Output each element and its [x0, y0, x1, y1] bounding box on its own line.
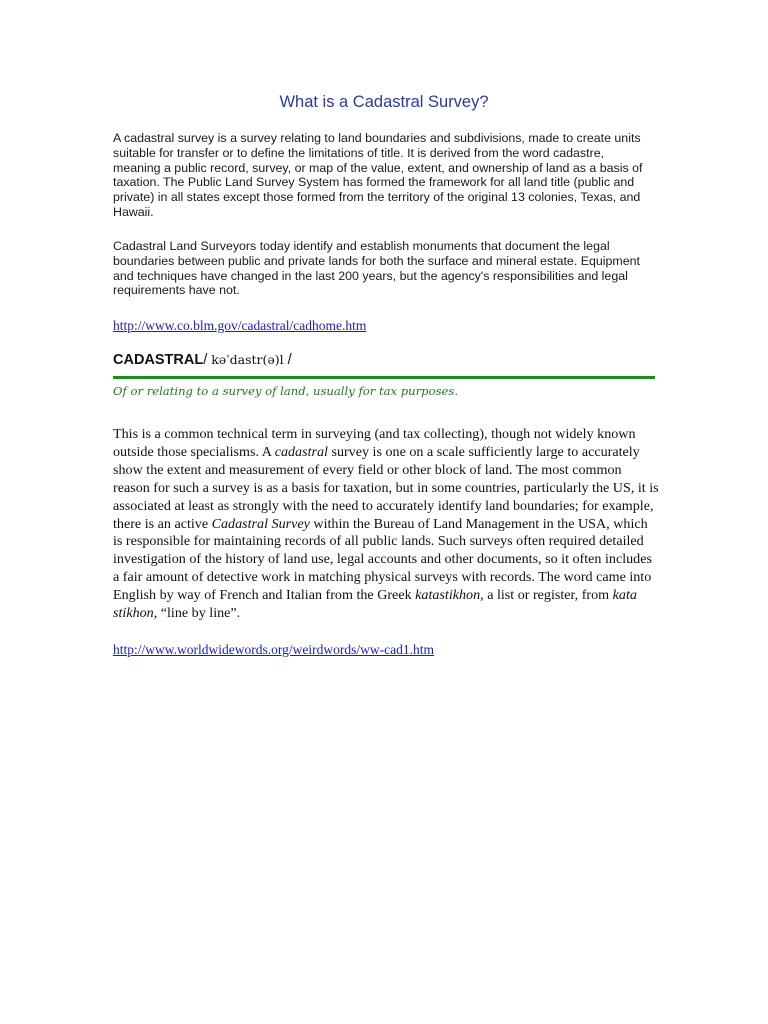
worldwidewords-link[interactable]: http://www.worldwidewords.org/weirdwords/ww-cad1.htm	[113, 642, 434, 657]
dictionary-definition: Of or relating to a survey of land, usually for tax purposes.	[113, 384, 459, 398]
body-italic-cadastral: cadastral	[274, 443, 328, 460]
body-text-3: within the Bureau of Land Management in the USA, which is responsible for maintaining records of all public lands. Such surveys often required detailed investigation of the history of land use, legal accounts and other documents, so it often includes a fair amount of detective work in matching physical surveys with records. The word came into English by way of French and Italian from the Greek	[113, 515, 652, 604]
blm-link[interactable]: http://www.co.blm.gov/cadastral/cadhome.htm	[113, 318, 367, 333]
headword-text: CADASTRAL	[113, 352, 204, 368]
body-italic-kata-stikhon: kata stikhon	[113, 587, 637, 622]
body-text-5: , “line by line”.	[153, 605, 241, 622]
body-text-2: survey is one on a scale sufficiently large to accurately show the extent and measurement of every field or other block of land. The most common reason for such a survey is as a basis for taxation, but in some countries, particularly the US, it is associated at least as strongly with the need to accurately identify land boundaries; for example, there is an active	[113, 443, 659, 532]
body-text-4: , a list or register, from	[480, 587, 613, 604]
body-italic-katastikhon: katastikhon	[415, 587, 481, 604]
paragraph-surveyors: Cadastral Land Surveyors today identify and establish monuments that document the legal boundaries between public and private lands for both the surface and mineral estate. Equipment and techniques have changed in the last 200 years, but the agency's responsibilities and legal requirements have not.	[113, 239, 640, 298]
dictionary-headword	[113, 352, 292, 368]
paragraph-definition: A cadastral survey is a survey relating to land boundaries and subdivisions, made to create units suitable for transfer or to define the limitations of title. It is derived from the word cadastre, meaning a public record, survey, or map of the value, extent, and ownership of land as a basis of taxation. The Public Land Survey System has formed the framework for all land title (public and private) in all states except those formed from the territory of the original 13 colonies, Texas, and Hawaii.	[113, 131, 643, 219]
page-title: What is a Cadastral Survey?	[279, 93, 489, 111]
green-divider	[113, 376, 655, 379]
body-italic-cadastral-survey: Cadastral Survey	[211, 515, 310, 532]
pronunciation-text: kəˈdastr(ə)l	[207, 352, 288, 367]
body-text-1: This is a common technical term in surveying (and tax collecting), though not widely known outside those specialisms. A	[113, 426, 636, 460]
body-paragraph	[113, 426, 659, 623]
pronunciation-open: /	[203, 352, 208, 368]
pronunciation-close: /	[287, 352, 292, 368]
